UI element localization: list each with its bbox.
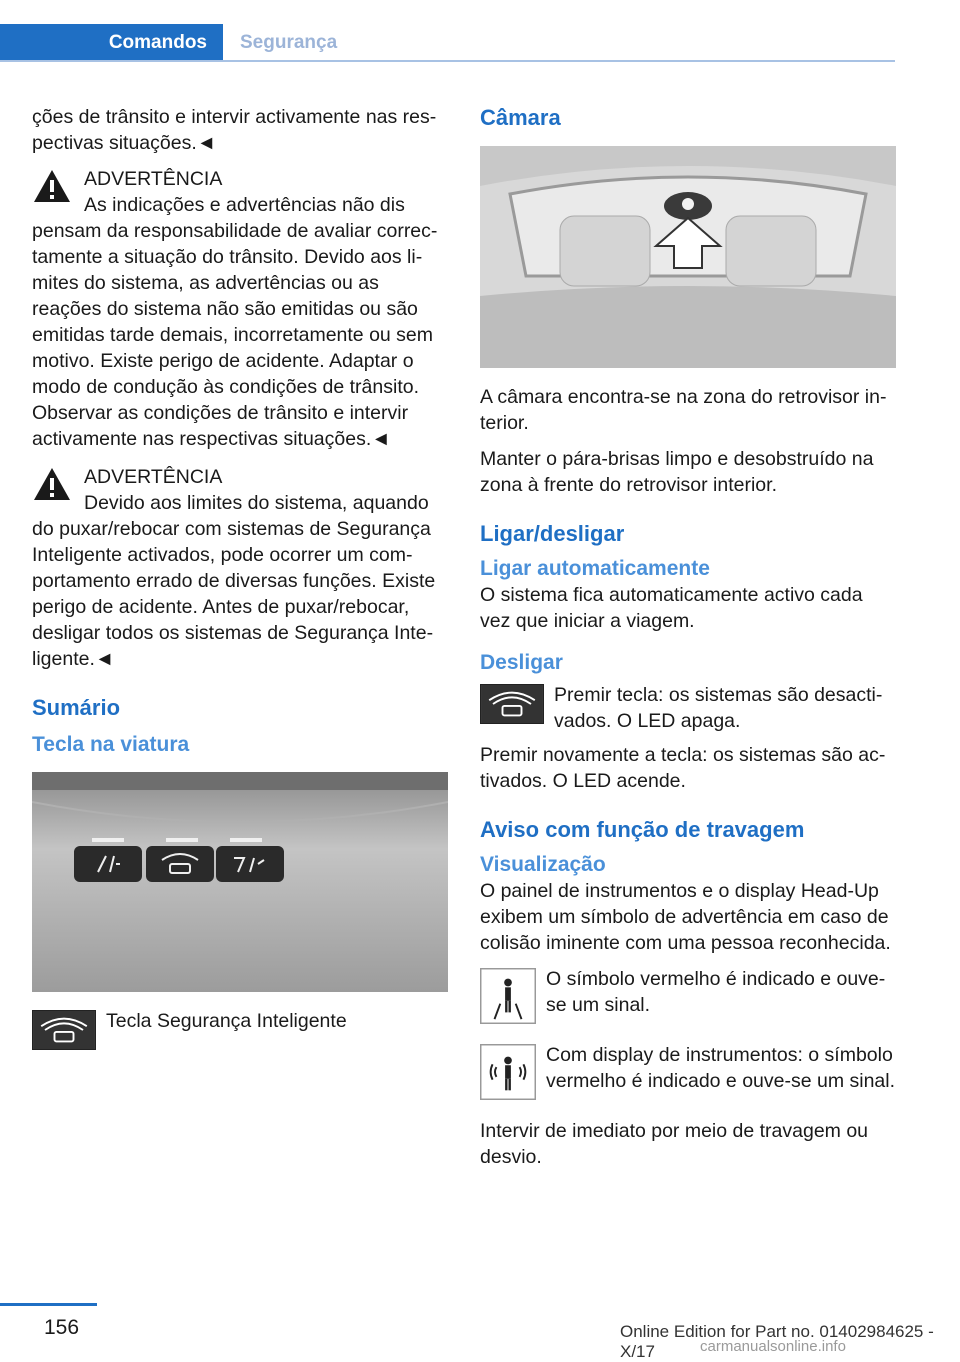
auto-text: O sistema fica automaticamente activo cada vez que iniciar a viagem.: [480, 584, 863, 632]
section-title-aviso: Aviso com função de travagem: [480, 817, 805, 842]
footer-rule: [0, 1303, 97, 1306]
header-rule: [0, 60, 895, 62]
page-header: [0, 0, 960, 62]
final-text: Intervir de imediato por meio de travagem ou desvio.: [480, 1120, 869, 1168]
warning-first-line: Devido aos limites do sistema, aquando: [84, 492, 429, 514]
camera-text-2: Manter o pára-brisas limpo e desobstruído na zona à frente do retrovisor interior.: [480, 448, 874, 496]
camera-text-1: A câmara encontra-se na zona do retrovisor interior.: [480, 386, 887, 434]
subsection-title-ligar-auto: Ligar automaticamente: [480, 557, 710, 580]
subsection-title-desligar: Desligar: [480, 651, 563, 674]
windshield-camera-photo: [480, 146, 896, 368]
warning-title: ADVERTÊNCIA: [84, 168, 223, 190]
warning-block-2: [32, 464, 448, 672]
warning-block-1: [32, 166, 448, 452]
subsection-title-tecla: Tecla na viatura: [32, 733, 190, 756]
warning-text: pensam da responsabilidade de avaliar correctamente a situação do trânsito. Devido aos limites do sistema, as advertências ou as reações do sistema não são emitidas ou são emitidas tarde demais, incorretamente ou sem motivo. Existe perigo de acidente. Adaptar o modo de condução às condições de trânsito. Observar as condições de trânsito e intervir activamente nas respectivas situações.◄: [32, 220, 438, 450]
watermark: carmanualsonline.info: [700, 1338, 846, 1355]
on-again-text: Premir novamente a tecla: os sistemas são activados. O LED acende.: [480, 744, 886, 792]
off-row: [480, 682, 896, 734]
intelligent-safety-key-icon: [480, 684, 544, 724]
pedestrian-signal-icon: [480, 1044, 536, 1100]
intelligent-safety-key-icon: [32, 1010, 96, 1050]
warning-text: do puxar/rebocar com sistemas de Segurança Inteligente activados, pode ocorrer um comportamento errado de diversas funções. Existe perigo de acidente. Antes de puxar/rebocar, desligar todos os sistemas de Segurança Inteligente.◄: [32, 518, 436, 670]
edition-text: Online Edition for Part no. 01402984625 - X/17: [620, 1322, 934, 1361]
tab-comandos[interactable]: Comandos: [0, 24, 223, 62]
pedestrian-warning-icon: [480, 968, 536, 1024]
tab-seguranca[interactable]: Segurança: [240, 32, 338, 53]
warning-title: ADVERTÊNCIA: [84, 466, 223, 488]
symbol-1-text: O símbolo vermelho é indicado e ouve-se um sinal.: [546, 968, 886, 1016]
section-title-sumario: Sumário: [32, 695, 121, 720]
intro-text: ções de trânsito e intervir activamente nas respectivas situações.◄: [32, 106, 437, 154]
vehicle-button-panel-photo: [32, 772, 448, 992]
warning-first-line: As indicações e advertências não dis: [84, 194, 405, 216]
key-caption-row: [32, 1008, 448, 1060]
section-title-camara: Câmara: [480, 105, 561, 130]
key-caption: Tecla Segurança Inteligente: [106, 1010, 347, 1032]
symbol-2-text: Com display de instrumentos: o símbolo vermelho é indicado e ouve-se um sinal.: [546, 1044, 896, 1092]
right-column: [480, 104, 896, 1180]
subsection-title-visualizacao: Visualização: [480, 853, 606, 876]
left-column: [32, 104, 448, 1070]
off-text: Premir tecla: os sistemas são desactivados. O LED apaga.: [554, 684, 883, 732]
display-text: O painel de instrumentos e o display Head-Up exibem um símbolo de advertência em caso de colisão iminente com uma pessoa reconhecida.: [480, 880, 891, 954]
section-title-ligar-desligar: Ligar/desligar: [480, 521, 625, 546]
symbol-row-1: [480, 966, 896, 1030]
symbol-row-2: [480, 1042, 896, 1106]
warning-triangle-icon: [32, 466, 72, 502]
warning-triangle-icon: [32, 168, 72, 204]
page-number: 156: [44, 1316, 80, 1339]
